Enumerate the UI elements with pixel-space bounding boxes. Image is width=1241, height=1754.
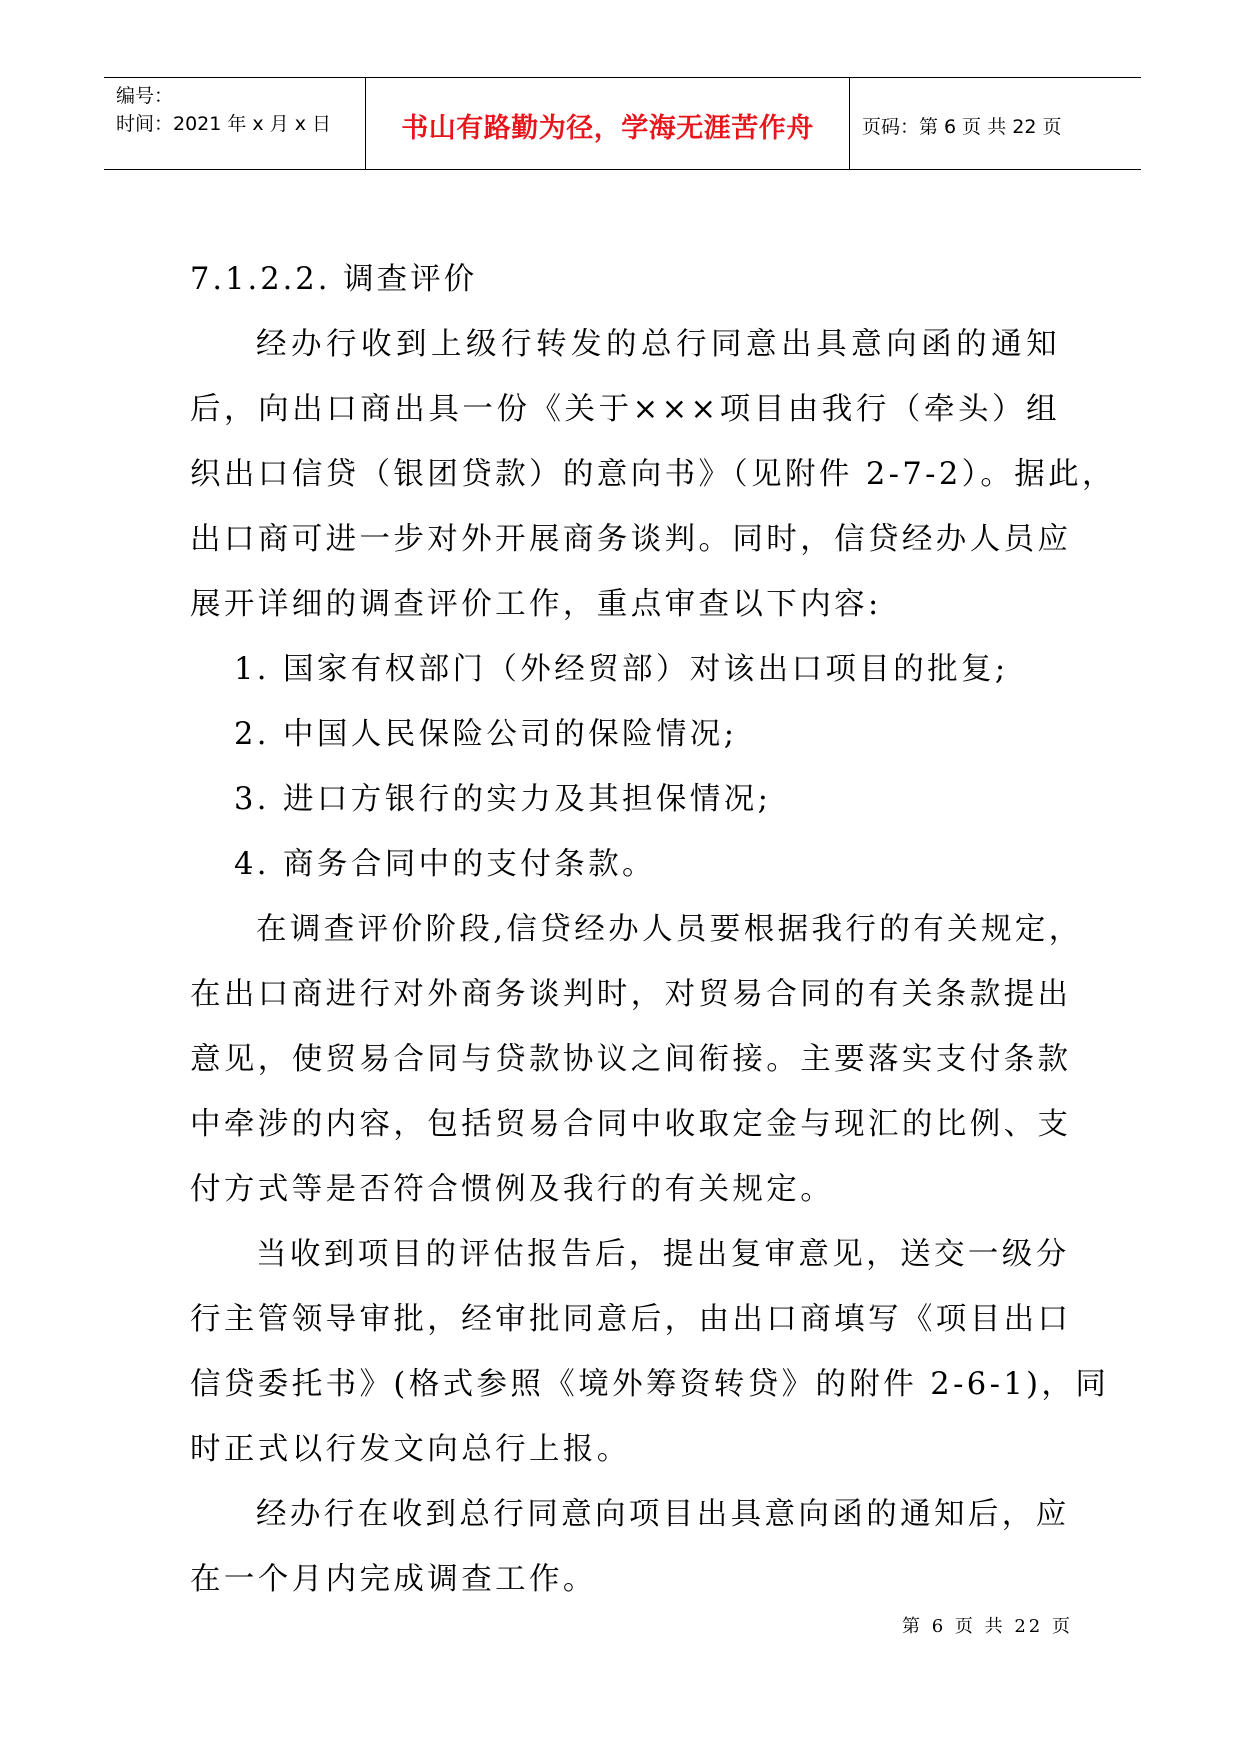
list-item: 2. 中国人民保险公司的保险情况; [234,717,738,752]
list-item: 3. 进口方银行的实力及其担保情况; [234,782,772,817]
header-page-info: 页码：第 6 页 共 22 页 [862,116,1062,138]
paragraph-line: 意见，使贸易合同与贷款协议之间衔接。主要落实支付条款 [190,1042,1072,1077]
paragraph-line: 在调查评价阶段,信贷经办人员要根据我行的有关规定， [256,912,1083,947]
paragraph-line: 经办行收到上级行转发的总行同意出具意向函的通知 [256,327,1060,362]
paragraph-line: 出口商可进一步对外开展商务谈判。同时，信贷经办人员应 [190,522,1072,557]
section-title: 7.1.2.2. 调查评价 [190,262,478,297]
document-body [190,247,1116,1612]
paragraph-line: 在一个月内完成调查工作。 [190,1562,597,1597]
list-item: 4. 商务合同中的支付条款。 [234,847,656,882]
page-header [104,77,1141,170]
doc-number-label: 编号： [116,85,174,107]
paragraph-line: 展开详细的调查评价工作，重点审查以下内容: [190,587,882,622]
paragraph-line: 在出口商进行对外商务谈判时，对贸易合同的有关条款提出 [190,977,1072,1012]
paragraph-line: 当收到项目的评估报告后，提出复审意见，送交一级分 [256,1237,1070,1272]
header-motto: 书山有路勤为径，学海无涯苦作舟 [366,78,850,169]
doc-date-label: 时间：2021 年 x 月 x 日 [116,113,332,135]
paragraph-line: 织出口信贷（银团贷款）的意向书》（见附件 2-7-2）。据此， [190,457,1116,492]
paragraph-line: 行主管领导审批，经审批同意后，由出口商填写《项目出口 [190,1302,1072,1337]
paragraph-line: 后，向出口商出具一份《关于×××项目由我行（牵头）组 [190,392,1060,427]
page-footer-number: 第 6 页 共 22 页 [902,1616,1073,1637]
paragraph-line: 时正式以行发文向总行上报。 [190,1432,631,1467]
paragraph-line: 付方式等是否符合惯例及我行的有关规定。 [190,1172,835,1207]
list-item: 1. 国家有权部门（外经贸部）对该出口项目的批复; [234,652,1009,687]
header-meta [104,78,366,169]
paragraph-line: 中牵涉的内容，包括贸易合同中收取定金与现汇的比例、支 [190,1107,1072,1142]
paragraph-line: 信贷委托书》(格式参照《境外筹资转贷》的附件 2-6-1)，同 [190,1367,1110,1402]
paragraph-line: 经办行在收到总行同意向项目出具意向函的通知后，应 [256,1497,1070,1532]
